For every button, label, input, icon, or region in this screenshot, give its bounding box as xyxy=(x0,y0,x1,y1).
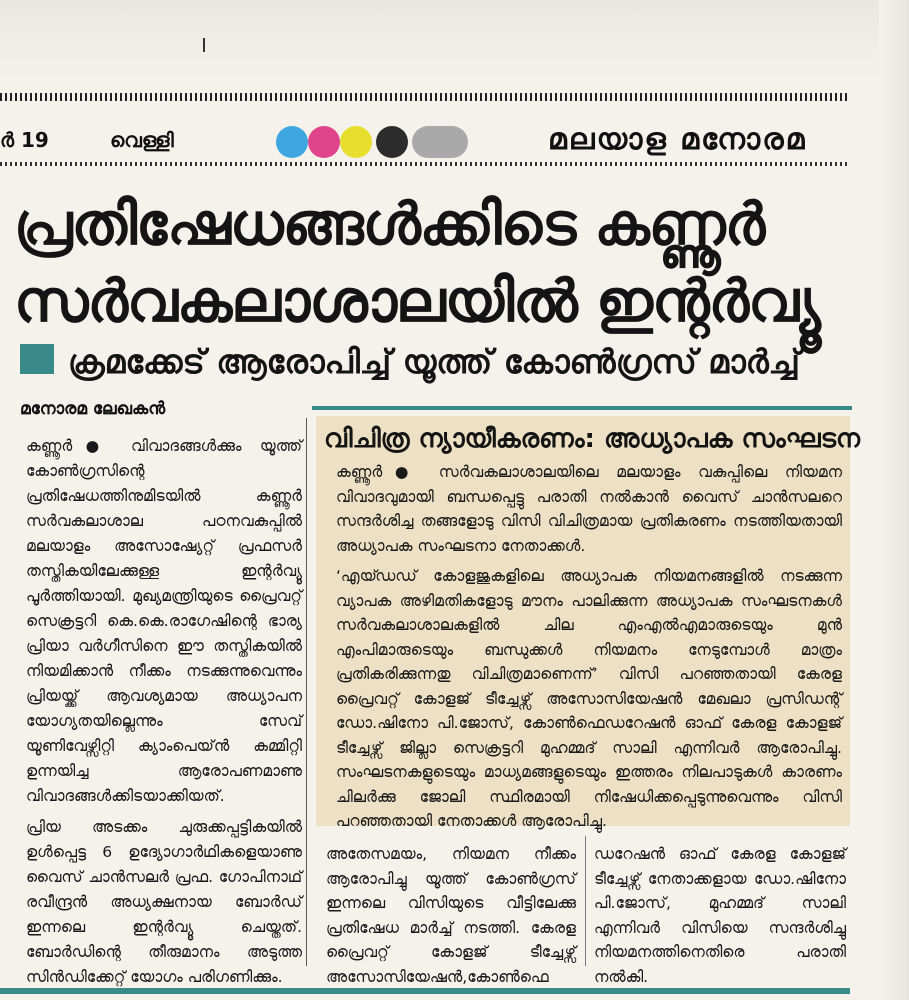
page-edge xyxy=(879,0,909,1000)
continued-paragraph-2: ഡറേഷൻ ഓഫ് കേരള കോളജ് ടീച്ചേഴ്സ് നേതാക്കളായ ഡോ.ഷിനോ പി.ജോസ്, മുഹമ്മദ് സാലി എന്നിവർ വിസിയെ സന്ദർശിച്ചു നിയമനത്തിനെതിരെ പരാതി നൽകി. xyxy=(594,845,846,986)
page-top-shade xyxy=(0,0,909,80)
issue-date: ർ 19 xyxy=(0,128,49,152)
dotted-rule-bottom xyxy=(0,162,850,166)
continued-paragraph-1: അതേസമയം, നിയമന നീക്കം ആരോപിച്ചു യൂത്ത് കോൺഗ്രസ് ഇന്നലെ വിസിയുടെ വീട്ടിലേക്കു പ്രതിഷേധ മാർച്ച് നടത്തി. കേരള പ്രൈവറ്റ് കോളജ് ടീച്ചേഴ്സ് അസോസിയേഷൻ,കോൺഫെ xyxy=(326,845,576,986)
column-divider xyxy=(306,418,307,966)
print-mark xyxy=(203,38,205,52)
continued-column-2 xyxy=(594,842,846,989)
dotted-rule-top xyxy=(0,93,850,101)
bottom-rule xyxy=(0,988,850,994)
main-story-paragraph-1: കണ്ണൂർ● വിവാദങ്ങൾക്കും യൂത്ത് കോൺഗ്രസിന്റെ പ്രതിഷേധത്തിനുമിടയിൽ കണ്ണൂർ സർവകലാശാല പഠനവകുപ്പിൽ മലയാളം അസോഷ്യേറ്റ് പ്രഫസർ തസ്തികയിലേക്കുള്ള ഇന്റർവ്യൂ പൂർത്തിയായി. മുഖ്യമന്ത്രിയുടെ പ്രൈവറ്റ് സെക്രട്ടറി കെ.കെ.രാഗേഷിന്റെ ഭാര്യ പ്രിയാ വർഗീസിനെ ഈ തസ്തികയിൽ നിയമിക്കാൻ നീക്കം നടക്കുന്നുവെന്നും പ്രിയയ്ക്ക് ആവശ്യമായ അധ്യാപന യോഗ്യതയില്ലെന്നും സേവ് യൂണിവേഴ്സിറ്റി ക്യാംപെയ്ൻ കമ്മിറ്റി ഉന്നയിച്ച ആരോപണമാണു വിവാദങ്ങൾക്കിടയാക്കിയത്. xyxy=(26,437,302,805)
sidebar-top-rule xyxy=(312,406,852,410)
column-divider-2 xyxy=(585,836,586,966)
newspaper-name: മലയാള മനോരമ xyxy=(548,122,807,157)
issue-day: വെള്ളി xyxy=(110,128,174,152)
main-story-paragraph-2: പ്രിയ അടക്കം ചുരുക്കപ്പട്ടികയിൽ ഉൾപ്പെട്ട 6 ഉദ്യോഗാർഥികളെയാണു വൈസ് ചാൻസലർ പ്രഫ. ഗോപിനാഥ് രവീന്ദ്രൻ അധ്യക്ഷനായ ബോർഡ് ഇന്നലെ ഇന്റർവ്യൂ ചെയ്തത്. ബോർഡിന്റെ തീരുമാനം അടുത്ത സിൻഡിക്കേറ്റ് യോഗം പരിഗണിക്കും. xyxy=(26,818,302,986)
sidebar-body xyxy=(336,460,842,834)
cyan-dot xyxy=(276,126,308,158)
yellow-dot xyxy=(340,126,372,158)
sidebar-paragraph-1: കണ്ണൂർ● സർവകലാശാലയിലെ മലയാളം വകുപ്പിലെ നിയമന വിവാദവുമായി ബന്ധപ്പെട്ടു പരാതി നൽകാൻ വൈസ് ചാൻസലറെ സന്ദർശിച്ച തങ്ങളോടു വിസി വിചിത്രമായ പ്രതികരണം നടത്തിയതായി അധ്യാപക സംഘടനാ നേതാക്കൾ. xyxy=(336,463,842,555)
grey-dot xyxy=(412,126,468,158)
byline: മനോരമ ലേഖകൻ xyxy=(20,399,166,419)
main-story-column xyxy=(26,434,302,986)
subheadline: ക്രമക്കേട് ആരോപിച്ച് യൂത്ത് കോൺഗ്രസ് മാർച്ച് xyxy=(68,342,800,381)
black-dot xyxy=(376,126,408,158)
magenta-dot xyxy=(308,126,340,158)
headline-line-2: സർവകലാശാലയിൽ ഇന്റർവ്യൂ xyxy=(14,267,820,335)
sidebar-title: വിചിത്ര ന്യായീകരണം: അധ്യാപക സംഘടന xyxy=(324,424,861,454)
sidebar-paragraph-2: ‘എയ്ഡഡ് കോളജുകളിലെ അധ്യാപക നിയമനങ്ങളിൽ നടക്കുന്ന വ്യാപക അഴിമതികളോടു മൗനം പാലിക്കുന്ന അധ്യാപക സംഘടനകൾ സർവകലാശാലകളിൽ ചില എംഎൽഎമാരുടെയും മുൻ എംപിമാരുടെയും ബന്ധുക്കൾ നിയമനം നേടുമ്പോൾ മാത്രം പ്രതികരിക്കുന്നതു വിചിത്രമാണെന്ന്’ വിസി പറഞ്ഞതായി കേരള പ്രൈവറ്റ് കോളജ് ടീച്ചേഴ്സ് അസോസിയേഷൻ മേഖലാ പ്രസിഡന്റ് ഡോ.ഷിനോ പി.ജോസ്, കോൺഫെഡറേഷൻ ഓഫ് കേരള കോളജ് ടീച്ചേഴ്സ് ജില്ലാ സെക്രട്ടറി മുഹമ്മദ് സാലി എന്നിവർ ആരോപിച്ചു. സംഘടനകളുടെയും മാധ്യമങ്ങളുടെയും ഇത്തരം നിലപാടുകൾ കാരണം ചിലർക്കു ജോലി സ്ഥിരമായി നിഷേധിക്കപ്പെടുന്നുവെന്നും വിസി പറഞ്ഞതായി നേതാക്കൾ ആരോപിച്ചു. xyxy=(336,567,842,830)
headline-line-1: പ്രതിഷേധങ്ങൾക്കിടെ കണ്ണൂർ xyxy=(14,190,765,258)
subhead-square-icon xyxy=(20,344,54,374)
continued-column-1 xyxy=(326,842,576,989)
